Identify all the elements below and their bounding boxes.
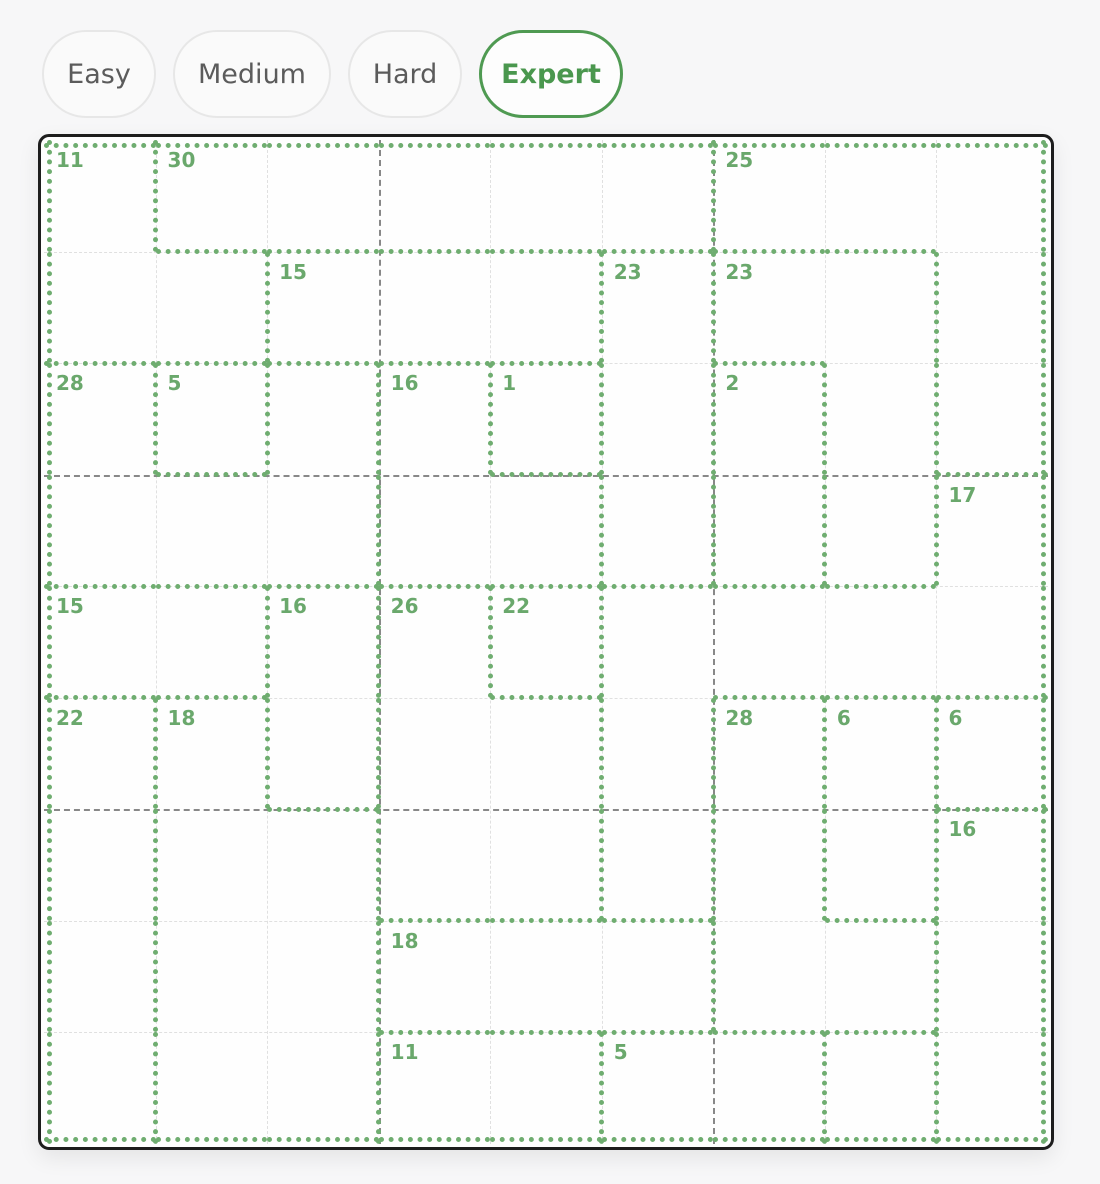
cell-r1c3[interactable]: [267, 140, 379, 252]
cage-border: [825, 1137, 937, 1142]
cage-border: [267, 807, 379, 812]
cage-border: [713, 249, 825, 254]
cage-border: [934, 363, 939, 475]
cage-border: [825, 695, 937, 700]
difficulty-tabs: [42, 30, 640, 118]
cage-sum: 2: [725, 371, 740, 396]
cell-r7c2[interactable]: [156, 809, 268, 921]
cell-r4c6[interactable]: [602, 475, 714, 587]
cage-border: [934, 698, 939, 810]
cage-border: [379, 143, 491, 148]
cage-border: [376, 475, 381, 587]
cell-r7c4[interactable]: [379, 809, 491, 921]
cell-r7c1[interactable]: [44, 809, 156, 921]
cage-border: [934, 1032, 939, 1144]
cell-r9c9[interactable]: [936, 1032, 1048, 1144]
cage-border: [490, 695, 602, 700]
cell-r6c4[interactable]: [379, 698, 491, 810]
cell-r9c5[interactable]: [490, 1032, 602, 1144]
cell-r7c5[interactable]: [490, 809, 602, 921]
cell-r9c8[interactable]: [825, 1032, 937, 1144]
cage-border: [44, 695, 156, 700]
cage-border: [490, 361, 602, 366]
cage-border: [825, 143, 937, 148]
cage-border: [711, 475, 716, 587]
cage-border: [822, 698, 827, 810]
cage-sum: 15: [56, 594, 84, 619]
cage-sum: 16: [390, 371, 419, 396]
cage-border: [602, 143, 714, 148]
cell-r4c7[interactable]: [713, 475, 825, 587]
cage-border: [936, 143, 1048, 148]
cage-border: [1041, 586, 1046, 698]
cell-r4c1[interactable]: [44, 475, 156, 587]
cage-border: [713, 1137, 825, 1142]
cage-sum: 18: [390, 928, 419, 953]
cage-sum: 11: [390, 1040, 419, 1065]
cage-sum: 26: [390, 594, 419, 619]
cage-border: [822, 363, 827, 475]
cage-border: [599, 252, 604, 364]
cage-border: [265, 586, 270, 698]
cage-border: [1041, 252, 1046, 364]
cell-r8c8[interactable]: [825, 921, 937, 1033]
cell-r1c5[interactable]: [490, 140, 602, 252]
cell-r2c2[interactable]: [156, 252, 268, 364]
cage-border: [711, 698, 716, 810]
cage-sum: 15: [279, 259, 307, 284]
sudoku-grid: [44, 140, 1048, 1144]
cell-r5c2[interactable]: [156, 586, 268, 698]
cage-border: [156, 1137, 268, 1142]
cell-r6c8[interactable]: [825, 698, 937, 810]
cage-border: [936, 807, 1048, 812]
cell-r5c8[interactable]: [825, 586, 937, 698]
cage-sum: 28: [725, 705, 754, 730]
cell-r7c9[interactable]: [936, 809, 1048, 921]
cage-border: [490, 143, 602, 148]
cage-border: [1041, 140, 1046, 252]
cell-r4c5[interactable]: [490, 475, 602, 587]
cage-border: [602, 249, 714, 254]
cell-r2c7[interactable]: [713, 252, 825, 364]
cage-border: [47, 140, 52, 252]
cage-border: [44, 361, 156, 366]
cell-r3c4[interactable]: [379, 363, 491, 475]
cage-border: [156, 249, 268, 254]
cell-r1c9[interactable]: [936, 140, 1048, 252]
cage-border: [267, 584, 379, 589]
cage-border: [1041, 921, 1046, 1033]
cell-r2c4[interactable]: [379, 252, 491, 364]
cage-border: [490, 584, 602, 589]
cage-border: [47, 475, 52, 587]
cell-r4c2[interactable]: [156, 475, 268, 587]
cage-border: [156, 695, 268, 700]
cage-border: [47, 921, 52, 1033]
cage-border: [934, 252, 939, 364]
cage-border: [490, 1030, 602, 1035]
cell-r4c4[interactable]: [379, 475, 491, 587]
cage-border: [379, 361, 491, 366]
cage-sum: 11: [56, 148, 84, 172]
cell-r6c1[interactable]: [44, 698, 156, 810]
cell-r8c6[interactable]: [602, 921, 714, 1033]
cell-r9c1[interactable]: [44, 1032, 156, 1144]
cage-border: [156, 143, 268, 148]
cage-border: [1041, 475, 1046, 587]
cage-sum: 30: [167, 148, 196, 172]
cage-sum: 23: [725, 259, 754, 284]
cell-r1c1[interactable]: [44, 140, 156, 252]
cage-border: [711, 363, 716, 475]
cage-border: [153, 698, 158, 810]
cage-border: [825, 918, 937, 923]
cell-r3c2[interactable]: [156, 363, 268, 475]
cage-border: [265, 363, 270, 475]
cell-r6c5[interactable]: [490, 698, 602, 810]
cage-sum: 28: [56, 371, 84, 396]
cage-border: [934, 475, 939, 587]
cell-r6c7[interactable]: [713, 698, 825, 810]
cell-r9c3[interactable]: [267, 1032, 379, 1144]
cage-border: [47, 252, 52, 364]
cell-r8c9[interactable]: [936, 921, 1048, 1033]
cage-border: [713, 143, 825, 148]
cell-r7c6[interactable]: [602, 809, 714, 921]
cage-border: [47, 363, 52, 475]
cage-border: [602, 1137, 714, 1142]
cage-border: [379, 249, 491, 254]
cage-border: [156, 472, 268, 477]
cage-border: [267, 361, 379, 366]
killer-sudoku-board: [38, 134, 1054, 1150]
cage-border: [825, 584, 937, 589]
cell-r8c5[interactable]: [490, 921, 602, 1033]
cage-border: [376, 363, 381, 475]
cell-r4c8[interactable]: [825, 475, 937, 587]
cage-border: [153, 921, 158, 1033]
cage-sum: 25: [725, 148, 754, 172]
cage-border: [822, 809, 827, 921]
cage-border: [599, 475, 604, 587]
cell-r5c3[interactable]: [267, 586, 379, 698]
cage-border: [44, 584, 156, 589]
cage-sum: 23: [613, 259, 642, 284]
cage-border: [47, 809, 52, 921]
cage-border: [376, 698, 381, 810]
cage-border: [936, 695, 1048, 700]
cell-r2c5[interactable]: [490, 252, 602, 364]
cage-border: [376, 809, 381, 921]
cage-border: [376, 921, 381, 1033]
cage-border: [265, 252, 270, 364]
cage-border: [936, 1137, 1048, 1142]
cage-border: [376, 1032, 381, 1144]
cage-border: [379, 918, 491, 923]
cell-r3c1[interactable]: [44, 363, 156, 475]
cell-r2c1[interactable]: [44, 252, 156, 364]
cage-border: [47, 698, 52, 810]
cage-border: [599, 1032, 604, 1144]
cell-r3c6[interactable]: [602, 363, 714, 475]
cage-border: [934, 921, 939, 1033]
cell-r3c5[interactable]: [490, 363, 602, 475]
cell-r5c6[interactable]: [602, 586, 714, 698]
cage-border: [713, 1030, 825, 1035]
cell-r8c2[interactable]: [156, 921, 268, 1033]
cell-r1c8[interactable]: [825, 140, 937, 252]
cage-border: [488, 586, 493, 698]
cage-border: [156, 584, 268, 589]
cell-r6c2[interactable]: [156, 698, 268, 810]
cage-sum: 6: [948, 705, 963, 730]
cage-border: [713, 695, 825, 700]
cage-border: [265, 698, 270, 810]
cage-border: [713, 361, 825, 366]
tab-hard[interactable]: Hard: [348, 30, 462, 118]
cage-border: [599, 698, 604, 810]
cage-border: [153, 140, 158, 252]
cell-r2c3[interactable]: [267, 252, 379, 364]
tab-easy[interactable]: Easy: [42, 30, 156, 118]
cage-border: [379, 1030, 491, 1035]
cage-border: [1041, 809, 1046, 921]
cage-sum: 5: [167, 371, 182, 396]
cell-r3c8[interactable]: [825, 363, 937, 475]
cage-sum: 6: [836, 705, 851, 730]
cell-r9c2[interactable]: [156, 1032, 268, 1144]
cell-r4c9[interactable]: [936, 475, 1048, 587]
cell-r8c1[interactable]: [44, 921, 156, 1033]
cell-r2c9[interactable]: [936, 252, 1048, 364]
cage-sum: 22: [502, 594, 531, 619]
cage-border: [376, 586, 381, 698]
cage-border: [599, 586, 604, 698]
cell-r1c2[interactable]: [156, 140, 268, 252]
cage-border: [711, 809, 716, 921]
cage-border: [153, 1032, 158, 1144]
cell-r9c4[interactable]: [379, 1032, 491, 1144]
cage-sum: 1: [502, 371, 517, 396]
cage-border: [44, 143, 156, 148]
cage-border: [599, 809, 604, 921]
cell-r5c5[interactable]: [490, 586, 602, 698]
cage-sum: 18: [167, 705, 196, 730]
tab-expert[interactable]: Expert: [479, 30, 623, 118]
cell-r8c4[interactable]: [379, 921, 491, 1033]
cage-border: [267, 1137, 379, 1142]
cage-border: [602, 584, 714, 589]
cage-border: [825, 1030, 937, 1035]
cage-border: [47, 1032, 52, 1144]
cage-border: [267, 249, 379, 254]
cage-border: [825, 249, 937, 254]
grid-line-vertical: [825, 140, 826, 1144]
cell-r5c4[interactable]: [379, 586, 491, 698]
cell-r9c6[interactable]: [602, 1032, 714, 1144]
cell-r1c6[interactable]: [602, 140, 714, 252]
cage-border: [153, 363, 158, 475]
cage-border: [47, 586, 52, 698]
cell-r6c3[interactable]: [267, 698, 379, 810]
cell-r7c8[interactable]: [825, 809, 937, 921]
cage-border: [599, 363, 604, 475]
cell-r4c3[interactable]: [267, 475, 379, 587]
cell-r8c3[interactable]: [267, 921, 379, 1033]
tab-medium[interactable]: Medium: [173, 30, 331, 118]
cage-border: [156, 361, 268, 366]
cage-border: [936, 472, 1048, 477]
cage-border: [490, 1137, 602, 1142]
cage-border: [490, 918, 602, 923]
cage-border: [822, 1032, 827, 1144]
cage-border: [488, 363, 493, 475]
cage-sum: 16: [279, 594, 307, 619]
cell-r7c3[interactable]: [267, 809, 379, 921]
cage-border: [1041, 363, 1046, 475]
cage-sum: 16: [948, 817, 977, 842]
cage-border: [711, 252, 716, 364]
cage-border: [379, 1137, 491, 1142]
cage-border: [1041, 1032, 1046, 1144]
cell-r3c9[interactable]: [936, 363, 1048, 475]
cell-r5c7[interactable]: [713, 586, 825, 698]
cell-r8c7[interactable]: [713, 921, 825, 1033]
cage-border: [267, 143, 379, 148]
cage-border: [490, 249, 602, 254]
cage-sum: 5: [613, 1040, 628, 1065]
cage-border: [153, 809, 158, 921]
cage-border: [490, 472, 602, 477]
cage-border: [934, 809, 939, 921]
cage-border: [822, 475, 827, 587]
cell-r5c9[interactable]: [936, 586, 1048, 698]
cage-border: [711, 921, 716, 1033]
cell-r3c3[interactable]: [267, 363, 379, 475]
cell-r1c4[interactable]: [379, 140, 491, 252]
cage-border: [711, 140, 716, 252]
cell-r2c8[interactable]: [825, 252, 937, 364]
cage-border: [1041, 698, 1046, 810]
cage-border: [44, 1137, 156, 1142]
cage-border: [713, 584, 825, 589]
cage-sum: 17: [948, 482, 977, 507]
cage-border: [602, 1030, 714, 1035]
cell-r6c6[interactable]: [602, 698, 714, 810]
cell-r3c7[interactable]: [713, 363, 825, 475]
box-divider-horizontal: [44, 809, 1048, 811]
cell-r9c7[interactable]: [713, 1032, 825, 1144]
cell-r2c6[interactable]: [602, 252, 714, 364]
cage-sum: 22: [56, 705, 84, 730]
cage-border: [379, 584, 491, 589]
cell-r5c1[interactable]: [44, 586, 156, 698]
cell-r1c7[interactable]: [713, 140, 825, 252]
cell-r6c9[interactable]: [936, 698, 1048, 810]
cage-border: [602, 918, 714, 923]
cell-r7c7[interactable]: [713, 809, 825, 921]
